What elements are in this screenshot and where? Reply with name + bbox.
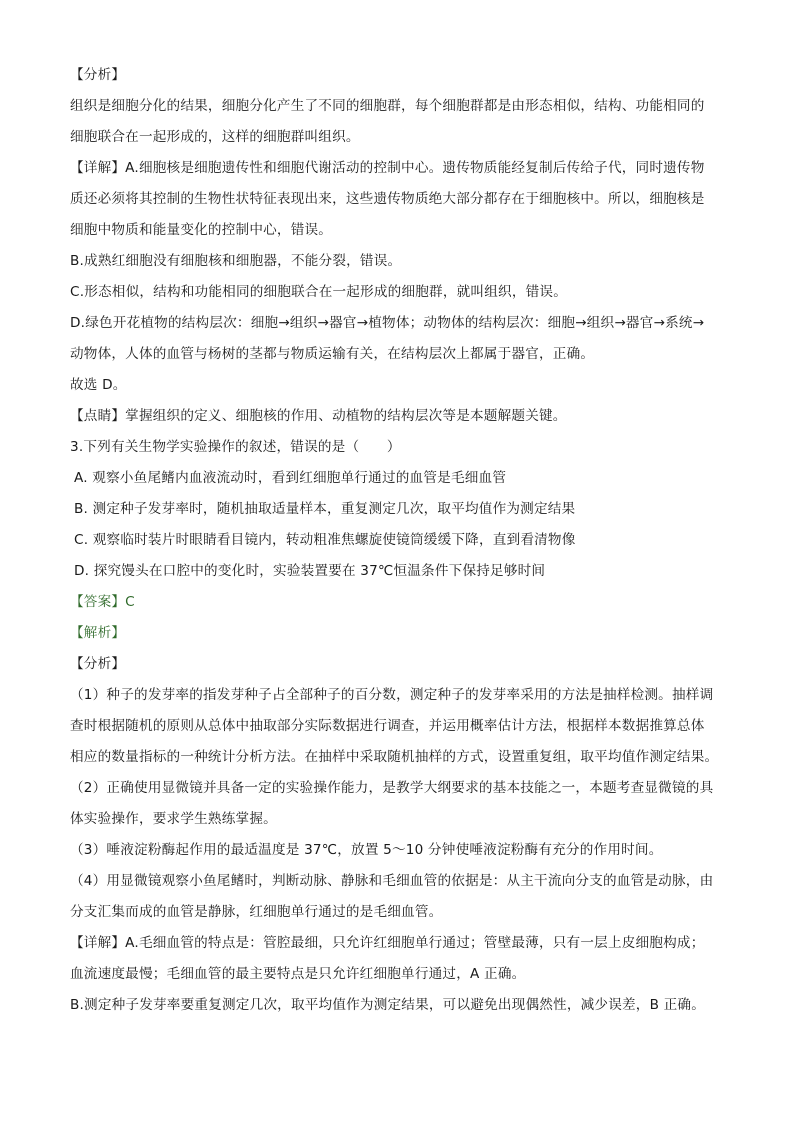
question-option-d: D. 探究馒头在口腔中的变化时，实验装置要在 37℃恒温条件下保持足够时间 — [74, 563, 546, 579]
detail-paragraph-line: 细胞中物质和能量变化的控制中心，错误。 — [70, 222, 333, 238]
detail-option-c-line: C.形态相似，结构和功能相同的细胞联合在一起形成的细胞群，就叫组织，错误。 — [70, 284, 567, 300]
detail-option-b-line: B.成熟红细胞没有细胞核和细胞器，不能分裂，错误。 — [70, 253, 402, 269]
question-option-b: B. 测定种子发芽率时，随机抽取适量样本，重复测定几次，取平均值作为测定结果 — [74, 501, 576, 517]
answer-label: 【答案】C — [70, 594, 135, 610]
detail-option-d-line: D.绿色开花植物的结构层次：细胞→组织→器官→植物体；动物体的结构层次：细胞→组织→器官→系统→ — [70, 315, 705, 331]
analysis-point-4-line: 分支汇集而成的血管是静脉，红细胞单行通过的是毛细血管。 — [70, 904, 443, 920]
analysis-point-1-line: （1）种子的发芽率的指发芽种子占全部种子的百分数，测定种子的发芽率采用的方法是抽样检测。抽样调 — [70, 687, 714, 703]
detail-paragraph-line: 【详解】A.毛细血管的特点是：管腔最细，只允许红细胞单行通过；管壁最薄，只有一层上皮细胞构成； — [70, 935, 705, 951]
question-stem: 3.下列有关生物学实验操作的叙述，错误的是（ ） — [70, 439, 401, 455]
question-option-c: C. 观察临时装片时眼睛看目镜内，转动粗准焦螺旋使镜筒缓缓下降，直到看清物像 — [74, 532, 576, 548]
analysis-point-2-line: （2）正确使用显微镜并具备一定的实验操作能力，是教学大纲要求的基本技能之一，本题考查显微镜的具 — [70, 780, 714, 796]
analysis-point-2-line: 体实验操作，要求学生熟练掌握。 — [70, 811, 277, 827]
analysis-point-1-line: 查时根据随机的原则从总体中抽取部分实际数据进行调查，并运用概率估计方法，根据样本数据推算总体 — [70, 718, 705, 734]
section-analysis-heading: 【分析】 — [70, 656, 126, 672]
detail-paragraph-line: 质还必须将其控制的生物性状特征表现出来，这些遗传物质绝大部分都存在于细胞核中。所以，细胞核是 — [70, 191, 705, 207]
detail-paragraph-line: 【详解】A.细胞核是细胞遗传性和细胞代谢活动的控制中心。遗传物质能经复制后传给子代，同时遗传物 — [70, 160, 705, 176]
detail-option-b-line: B.测定种子发芽率要重复测定几次，取平均值作为测定结果，可以避免出现偶然性，减少误差，B 正确。 — [70, 997, 706, 1013]
detail-option-d-line: 动物体，人体的血管与杨树的茎都与物质运输有关，在结构层次上都属于器官，正确。 — [70, 346, 595, 362]
detail-paragraph-line: 血流速度最慢；毛细血管的最主要特点是只允许红细胞单行通过，A 正确。 — [70, 966, 526, 982]
analysis-paragraph-line: 细胞联合在一起形成的，这样的细胞群叫组织。 — [70, 129, 360, 145]
question-option-a: A. 观察小鱼尾鳍内血液流动时，看到红细胞单行通过的血管是毛细血管 — [74, 470, 507, 486]
analysis-point-3-line: （3）唾液淀粉酶起作用的最适温度是 37℃，放置 5～10 分钟使唾液淀粉酶有充分的作用时间。 — [70, 842, 663, 858]
conclusion-line: 故选 D。 — [70, 377, 127, 393]
document-page — [70, 60, 732, 1021]
analysis-point-1-line: 相应的数量指标的一种统计分析方法。在抽样中采取随机抽样的方式，设置重复组，取平均值作测定结果。 — [70, 749, 719, 765]
key-point-line: 【点睛】掌握组织的定义、细胞核的作用、动植物的结构层次等是本题解题关键。 — [70, 408, 567, 424]
analysis-point-4-line: （4）用显微镜观察小鱼尾鳍时，判断动脉、静脉和毛细血管的依据是：从主干流向分支的血管是动脉，由 — [70, 873, 714, 889]
section-analysis-heading: 【分析】 — [70, 67, 126, 83]
explanation-heading: 【解析】 — [70, 625, 126, 641]
analysis-paragraph-line: 组织是细胞分化的结果，细胞分化产生了不同的细胞群，每个细胞群都是由形态相似，结构、功能相同的 — [70, 98, 705, 114]
